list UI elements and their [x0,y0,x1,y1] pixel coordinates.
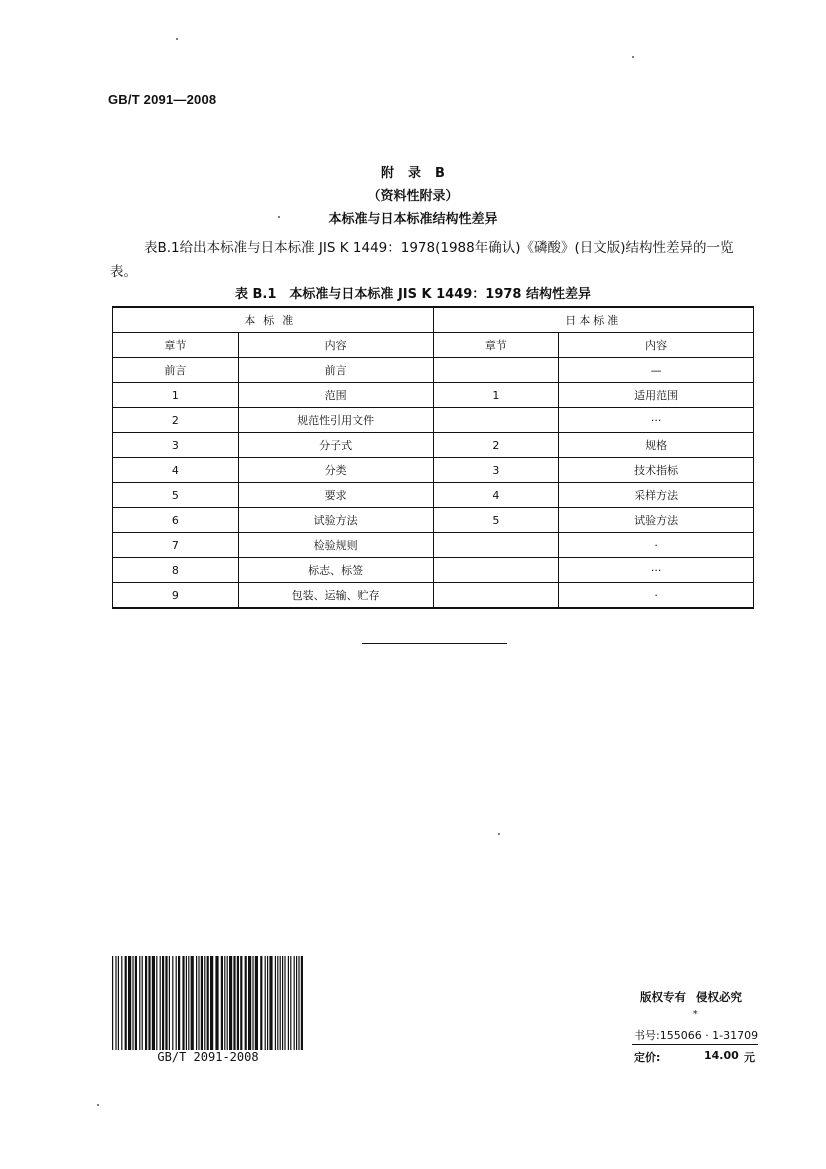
cell-jis-content: · [559,583,754,609]
barcode-bar [288,956,289,1050]
cell-jis-chapter: 3 [433,458,559,483]
appendix-label: 附录B [381,166,459,181]
barcode-bar [298,956,299,1050]
table-caption: 表 B.1 本标准与日本标准 JIS K 1449：1978 结构性差异 [235,287,591,302]
book-number: 书号:155066 · 1-31709 [634,1029,759,1042]
cell-chapter: 6 [113,508,239,533]
structure-difference-table [112,306,754,609]
cell-jis-content: 规格 [559,433,754,458]
cell-jis-chapter [433,408,559,433]
barcode-bar [229,956,232,1050]
barcode-bar [169,956,170,1050]
appendix-heading [0,162,826,231]
cell-chapter: 前言 [113,358,239,383]
scan-speck [278,216,280,218]
cell-jis-content: 技术指标 [559,458,754,483]
scan-speck [498,833,500,835]
group-header-this-standard: 本标准 [113,307,434,333]
barcode-bar [280,956,281,1050]
barcode-bar [224,956,225,1050]
cell-jis-chapter: 2 [433,433,559,458]
barcode-bar [196,956,197,1050]
barcode-bar [198,956,199,1050]
barcode-bar [172,956,173,1050]
barcode-bar [260,956,262,1050]
barcode-bar [178,956,180,1050]
barcode-bar [282,956,283,1050]
standard-code: GB/T 2091—2008 [108,92,217,107]
price [634,1049,758,1065]
cell-jis-content: 采样方法 [559,483,754,508]
barcode-bar [191,956,194,1050]
barcode [110,956,306,1050]
barcode-bar [121,956,122,1050]
price-unit: 元 [744,1051,755,1064]
barcode-bar [204,956,205,1050]
barcode-bar [139,956,140,1050]
cell-chapter: 8 [113,558,239,583]
cell-chapter: 7 [113,533,239,558]
cell-content: 要求 [238,483,433,508]
barcode-bar [248,956,251,1050]
cell-jis-content: 适用范围 [559,383,754,408]
barcode-bar [215,956,218,1050]
barcode-bar [245,956,247,1050]
scan-speck [632,56,634,58]
barcode-bar [148,956,150,1050]
barcode-bar [115,956,116,1050]
price-value: 14.00 [704,1049,739,1062]
barcode-bar [132,956,133,1050]
barcode-bar [296,956,297,1050]
star-mark: * [693,1010,698,1020]
table-body [113,358,754,609]
barcode-bar [294,956,295,1050]
column-header-chapter: 章节 [433,333,559,358]
cell-content: 试验方法 [238,508,433,533]
cell-chapter: 2 [113,408,239,433]
column-header-content: 内容 [238,333,433,358]
intro-paragraph: 表B.1给出本标准与日本标准 JIS K 1449：1978(1988年确认)《磷酸》(日文版)结构性差异的一览表。 [110,240,734,280]
table-row [113,483,754,508]
barcode-bar [237,956,239,1050]
barcode-bar [152,956,155,1050]
barcode-bar [284,956,285,1050]
table-row [113,383,754,408]
table-row [113,508,754,533]
price-divider [632,1044,758,1045]
table-row [113,358,754,383]
price-label: 定价: [634,1051,661,1064]
barcode-bar [165,956,167,1050]
barcode-bar [118,956,119,1050]
barcode-bar [233,956,235,1050]
cell-content: 分子式 [238,433,433,458]
barcode-bar [125,956,127,1050]
cell-jis-content: ··· [559,408,754,433]
barcode-bar [188,956,189,1050]
table-row [113,558,754,583]
barcode-bar [145,956,147,1050]
cell-jis-chapter [433,358,559,383]
cell-chapter: 1 [113,383,239,408]
table-row [113,583,754,609]
scan-speck [97,1104,99,1106]
cell-jis-chapter [433,583,559,609]
barcode-bar [128,956,131,1050]
cell-jis-content: — [559,358,754,383]
barcode-bar [201,956,203,1050]
barcode-bar [156,956,157,1050]
barcode-bar [160,956,161,1050]
cell-jis-content: · [559,533,754,558]
cell-jis-chapter [433,533,559,558]
appendix-title: 本标准与日本标准结构性差异 [328,212,498,227]
barcode-bar [269,956,272,1050]
barcode-bar [290,956,291,1050]
barcode-bar [210,956,213,1050]
barcode-text: GB/T 2091-2008 [157,1050,259,1064]
barcode-bar [176,956,177,1050]
table-row [113,533,754,558]
table-row [113,433,754,458]
cell-jis-chapter [433,558,559,583]
barcode-bar [301,956,303,1050]
barcode-bar [221,956,223,1050]
barcode-bar [252,956,253,1050]
cell-content: 分类 [238,458,433,483]
copyright-right: 侵权必究 [696,990,742,1004]
appendix-type: （资料性附录） [367,189,459,204]
cell-chapter: 4 [113,458,239,483]
cell-content: 范围 [238,383,433,408]
barcode-bar [267,956,268,1050]
barcode-bar [142,956,143,1050]
barcode-bar [186,956,187,1050]
group-header-japan-standard: 日本标准 [433,307,754,333]
barcode-bar [227,956,228,1050]
column-header-chapter: 章节 [113,333,239,358]
cell-jis-content: 试验方法 [559,508,754,533]
table-row [113,408,754,433]
table-row [113,458,754,483]
cell-content: 规范性引用文件 [238,408,433,433]
cell-chapter: 9 [113,583,239,609]
cell-jis-chapter: 4 [433,483,559,508]
copyright-notice [640,989,742,1005]
column-header-content: 内容 [559,333,754,358]
barcode-bar [255,956,258,1050]
cell-chapter: 3 [113,433,239,458]
barcode-bar [207,956,209,1050]
scan-speck [176,38,178,40]
barcode-bar [275,956,276,1050]
cell-content: 标志、标签 [238,558,433,583]
end-rule [362,643,507,644]
cell-content: 前言 [238,358,433,383]
cell-chapter: 5 [113,483,239,508]
cell-content: 检验规则 [238,533,433,558]
cell-jis-content: ··· [559,558,754,583]
barcode-bar [240,956,242,1050]
barcode-bar [135,956,137,1050]
cell-content: 包装、运输、贮存 [238,583,433,609]
cell-jis-chapter: 1 [433,383,559,408]
copyright-left: 版权专有 [640,990,686,1004]
barcode-bar [277,956,278,1050]
barcode-bar [182,956,184,1050]
barcode-bar [265,956,266,1050]
barcode-bar [112,956,113,1050]
barcode-bar [162,956,164,1050]
cell-jis-chapter: 5 [433,508,559,533]
